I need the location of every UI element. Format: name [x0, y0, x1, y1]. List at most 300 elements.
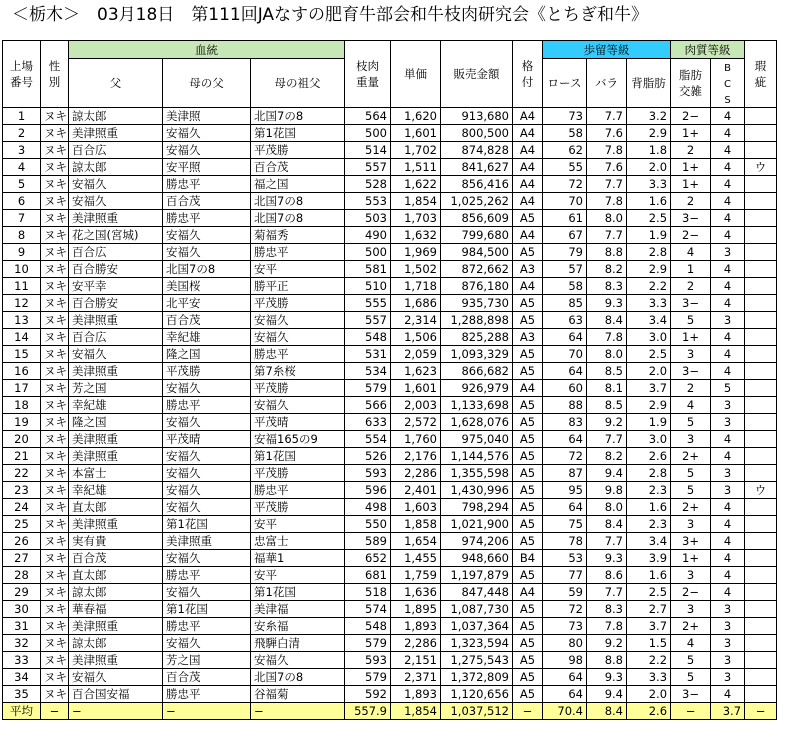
- loin-cell: 63: [543, 312, 587, 329]
- mothers-father-cell: 勝忠平: [163, 176, 251, 193]
- mothers-father-cell: 百合茂: [163, 193, 251, 210]
- bcs-cell: 4: [711, 448, 745, 465]
- marbling-cell: 5: [671, 482, 711, 499]
- carcass-weight-cell: 633: [345, 414, 391, 431]
- father-cell: 実有貴: [69, 533, 163, 550]
- father-cell: 百合茂: [69, 550, 163, 567]
- lot-number-cell: 6: [3, 193, 41, 210]
- results-body: [3, 108, 777, 703]
- unit-price-cell: 1,601: [391, 125, 441, 142]
- bcs-cell: 4: [711, 363, 745, 380]
- carcass-weight-cell: 518: [345, 584, 391, 601]
- unit-price-cell: 1,858: [391, 516, 441, 533]
- back-fat-cell: 2.5: [627, 584, 671, 601]
- sex-cell: ヌキ: [41, 108, 69, 125]
- grade-cell: A4: [513, 278, 543, 295]
- sex-cell: ヌキ: [41, 567, 69, 584]
- loin-cell: 58: [543, 125, 587, 142]
- lot-number-cell: 9: [3, 244, 41, 261]
- back-fat-cell: 2.7: [627, 601, 671, 618]
- lot-number-cell: 3: [3, 142, 41, 159]
- loin-cell: 80: [543, 635, 587, 652]
- bcs-cell: 4: [711, 686, 745, 703]
- mothers-father-cell: 安福久: [163, 244, 251, 261]
- rib-cell: 8.8: [587, 652, 627, 669]
- grade-cell: A5: [513, 414, 543, 431]
- loin-cell: 70: [543, 346, 587, 363]
- unit-price-cell: 2,059: [391, 346, 441, 363]
- loin-cell: 75: [543, 516, 587, 533]
- grade-cell: A5: [513, 210, 543, 227]
- bcs-cell: 4: [711, 431, 745, 448]
- father-cell: 美津照重: [69, 125, 163, 142]
- sex-cell: ヌキ: [41, 329, 69, 346]
- lot-number-cell: 16: [3, 363, 41, 380]
- mothers-grandfather-cell: 北国7の8: [251, 669, 345, 686]
- unit-price-cell: 1,895: [391, 601, 441, 618]
- lot-number-cell: 20: [3, 431, 41, 448]
- table-row: [3, 431, 777, 448]
- marbling-cell: 3+: [671, 533, 711, 550]
- table-row: [3, 295, 777, 312]
- average-father: −: [69, 703, 163, 720]
- mothers-father-cell: 勝忠平: [163, 567, 251, 584]
- mothers-father-cell: 勝忠平: [163, 618, 251, 635]
- sales-amount-cell: 874,828: [441, 142, 513, 159]
- lot-number-cell: 22: [3, 465, 41, 482]
- table-row: [3, 363, 777, 380]
- bcs-cell: 4: [711, 142, 745, 159]
- sales-amount-cell: 799,680: [441, 227, 513, 244]
- grade-cell: A4: [513, 227, 543, 244]
- header-lineage: 血統: [69, 41, 345, 59]
- sales-amount-cell: 1,628,076: [441, 414, 513, 431]
- mothers-father-cell: 安福久: [163, 465, 251, 482]
- sales-amount-cell: 984,500: [441, 244, 513, 261]
- sex-cell: ヌキ: [41, 652, 69, 669]
- carcass-weight-cell: 503: [345, 210, 391, 227]
- grade-cell: A5: [513, 363, 543, 380]
- back-fat-cell: 2.5: [627, 346, 671, 363]
- sex-cell: ヌキ: [41, 159, 69, 176]
- defect-cell: [745, 312, 777, 329]
- lot-number-cell: 33: [3, 652, 41, 669]
- mothers-father-cell: 第1花国: [163, 516, 251, 533]
- defect-cell: [745, 652, 777, 669]
- defect-cell: [745, 618, 777, 635]
- lot-number-cell: 17: [3, 380, 41, 397]
- rib-cell: 7.7: [587, 108, 627, 125]
- table-row: [3, 176, 777, 193]
- loin-cell: 58: [543, 278, 587, 295]
- table-row: [3, 346, 777, 363]
- loin-cell: 72: [543, 601, 587, 618]
- header-sex: 性 別: [41, 41, 69, 108]
- grade-cell: A5: [513, 516, 543, 533]
- unit-price-cell: 1,718: [391, 278, 441, 295]
- table-row: [3, 482, 777, 499]
- rib-cell: 9.3: [587, 669, 627, 686]
- lot-number-cell: 25: [3, 516, 41, 533]
- loin-cell: 87: [543, 465, 587, 482]
- loin-cell: 72: [543, 448, 587, 465]
- loin-cell: 55: [543, 159, 587, 176]
- loin-cell: 70: [543, 193, 587, 210]
- bcs-cell: 4: [711, 516, 745, 533]
- mothers-grandfather-cell: 勝忠平: [251, 482, 345, 499]
- back-fat-cell: 2.8: [627, 465, 671, 482]
- sex-cell: ヌキ: [41, 295, 69, 312]
- mothers-father-cell: 北平安: [163, 295, 251, 312]
- defect-cell: [745, 397, 777, 414]
- mothers-grandfather-cell: 第1花国: [251, 448, 345, 465]
- sex-cell: ヌキ: [41, 210, 69, 227]
- father-cell: 美津照重: [69, 652, 163, 669]
- grade-cell: B4: [513, 550, 543, 567]
- table-row: [3, 499, 777, 516]
- grade-cell: A3: [513, 261, 543, 278]
- mothers-father-cell: 平茂晴: [163, 431, 251, 448]
- header-carcass-weight: 枝肉 重量: [345, 41, 391, 108]
- marbling-cell: 5: [671, 669, 711, 686]
- unit-price-cell: 1,636: [391, 584, 441, 601]
- mothers-grandfather-cell: 勝平正: [251, 278, 345, 295]
- table-row: [3, 669, 777, 686]
- father-cell: 安福久: [69, 669, 163, 686]
- header-mothers-father: 母の父: [163, 59, 251, 108]
- page-title: ＜栃木＞ 03月18日 第111回JAなすの肥育牛部会和牛枝肉研究会《とちぎ和牛》: [12, 5, 649, 25]
- marbling-cell: 5: [671, 465, 711, 482]
- bcs-cell: 3: [711, 465, 745, 482]
- rib-cell: 8.3: [587, 278, 627, 295]
- grade-cell: A5: [513, 244, 543, 261]
- loin-cell: 64: [543, 669, 587, 686]
- mothers-grandfather-cell: 平茂勝: [251, 499, 345, 516]
- sex-cell: ヌキ: [41, 584, 69, 601]
- mothers-father-cell: 安福久: [163, 414, 251, 431]
- table-row: [3, 244, 777, 261]
- mothers-grandfather-cell: 安平: [251, 516, 345, 533]
- lot-number-cell: 5: [3, 176, 41, 193]
- bcs-cell: 3: [711, 669, 745, 686]
- marbling-cell: 4: [671, 397, 711, 414]
- father-cell: 美津照重: [69, 363, 163, 380]
- loin-cell: 72: [543, 176, 587, 193]
- mothers-grandfather-cell: 平茂勝: [251, 380, 345, 397]
- mothers-grandfather-cell: 安福久: [251, 329, 345, 346]
- father-cell: 本富士: [69, 465, 163, 482]
- sales-amount-cell: 975,040: [441, 431, 513, 448]
- table-row: [3, 159, 777, 176]
- lot-number-cell: 10: [3, 261, 41, 278]
- sex-cell: ヌキ: [41, 380, 69, 397]
- rib-cell: 9.4: [587, 686, 627, 703]
- loin-cell: 73: [543, 108, 587, 125]
- defect-cell: [745, 125, 777, 142]
- marbling-cell: 2+: [671, 448, 711, 465]
- back-fat-cell: 2.3: [627, 516, 671, 533]
- back-fat-cell: 1.5: [627, 635, 671, 652]
- defect-cell: [745, 414, 777, 431]
- rib-cell: 8.4: [587, 516, 627, 533]
- marbling-cell: 3−: [671, 295, 711, 312]
- grade-cell: A4: [513, 176, 543, 193]
- grade-cell: A5: [513, 397, 543, 414]
- grade-cell: A5: [513, 346, 543, 363]
- unit-price-cell: 1,632: [391, 227, 441, 244]
- carcass-weight-cell: 531: [345, 346, 391, 363]
- sex-cell: ヌキ: [41, 312, 69, 329]
- loin-cell: 73: [543, 618, 587, 635]
- sales-amount-cell: 1,430,996: [441, 482, 513, 499]
- table-row: [3, 227, 777, 244]
- rib-cell: 8.5: [587, 363, 627, 380]
- unit-price-cell: 2,371: [391, 669, 441, 686]
- loin-cell: 64: [543, 363, 587, 380]
- father-cell: 百合広: [69, 329, 163, 346]
- rib-cell: 7.8: [587, 142, 627, 159]
- unit-price-cell: 1,893: [391, 618, 441, 635]
- bcs-cell: 4: [711, 567, 745, 584]
- grade-cell: A4: [513, 584, 543, 601]
- back-fat-cell: 2.0: [627, 363, 671, 380]
- table-row: [3, 108, 777, 125]
- grade-cell: A4: [513, 380, 543, 397]
- defect-cell: [745, 227, 777, 244]
- defect-cell: [745, 686, 777, 703]
- carcass-weight-cell: 652: [345, 550, 391, 567]
- bcs-cell: 4: [711, 193, 745, 210]
- sex-cell: ヌキ: [41, 261, 69, 278]
- table-row: [3, 278, 777, 295]
- bcs-cell: 3: [711, 244, 745, 261]
- mothers-father-cell: 隆之国: [163, 346, 251, 363]
- carcass-weight-cell: 579: [345, 635, 391, 652]
- unit-price-cell: 1,603: [391, 499, 441, 516]
- father-cell: 直太郎: [69, 567, 163, 584]
- lot-number-cell: 24: [3, 499, 41, 516]
- defect-cell: [745, 380, 777, 397]
- header-yield-grade: 歩留等級: [543, 41, 671, 59]
- father-cell: 美津照重: [69, 448, 163, 465]
- header-marbling: 脂肪 交雑: [671, 59, 711, 108]
- mothers-father-cell: 安平照: [163, 159, 251, 176]
- sex-cell: ヌキ: [41, 227, 69, 244]
- sales-amount-cell: 1,288,898: [441, 312, 513, 329]
- mothers-grandfather-cell: 福之国: [251, 176, 345, 193]
- back-fat-cell: 3.3: [627, 295, 671, 312]
- sales-amount-cell: 866,682: [441, 363, 513, 380]
- defect-cell: [745, 210, 777, 227]
- unit-price-cell: 1,620: [391, 108, 441, 125]
- defect-cell: [745, 329, 777, 346]
- sex-cell: ヌキ: [41, 431, 69, 448]
- sales-amount-cell: 798,294: [441, 499, 513, 516]
- lot-number-cell: 13: [3, 312, 41, 329]
- loin-cell: 57: [543, 261, 587, 278]
- table-row: [3, 533, 777, 550]
- sex-cell: ヌキ: [41, 363, 69, 380]
- rib-cell: 7.7: [587, 533, 627, 550]
- unit-price-cell: 1,622: [391, 176, 441, 193]
- grade-cell: A5: [513, 686, 543, 703]
- rib-cell: 8.8: [587, 244, 627, 261]
- marbling-cell: 3−: [671, 210, 711, 227]
- mothers-father-cell: 百合茂: [163, 669, 251, 686]
- grade-cell: A5: [513, 465, 543, 482]
- mothers-grandfather-cell: 美津福: [251, 601, 345, 618]
- rib-cell: 7.7: [587, 176, 627, 193]
- loin-cell: 53: [543, 550, 587, 567]
- grade-cell: A5: [513, 567, 543, 584]
- carcass-weight-cell: 589: [345, 533, 391, 550]
- father-cell: 百合広: [69, 142, 163, 159]
- defect-cell: [745, 499, 777, 516]
- mothers-grandfather-cell: 飛騨白清: [251, 635, 345, 652]
- mothers-grandfather-cell: 北国7の8: [251, 210, 345, 227]
- sex-cell: ヌキ: [41, 533, 69, 550]
- unit-price-cell: 2,314: [391, 312, 441, 329]
- rib-cell: 7.8: [587, 193, 627, 210]
- father-cell: 安福久: [69, 193, 163, 210]
- unit-price-cell: 2,572: [391, 414, 441, 431]
- sales-amount-cell: 872,662: [441, 261, 513, 278]
- carcass-weight-cell: 566: [345, 397, 391, 414]
- table-row: [3, 142, 777, 159]
- sales-amount-cell: 841,627: [441, 159, 513, 176]
- defect-cell: [745, 108, 777, 125]
- lot-number-cell: 7: [3, 210, 41, 227]
- bcs-cell: 3: [711, 312, 745, 329]
- unit-price-cell: 1,511: [391, 159, 441, 176]
- rib-cell: 8.0: [587, 346, 627, 363]
- bcs-cell: 3: [711, 635, 745, 652]
- back-fat-cell: 3.7: [627, 618, 671, 635]
- bcs-cell: 3: [711, 482, 745, 499]
- loin-cell: 83: [543, 414, 587, 431]
- marbling-cell: 1+: [671, 125, 711, 142]
- carcass-weight-cell: 534: [345, 363, 391, 380]
- grade-cell: A4: [513, 193, 543, 210]
- sex-cell: ヌキ: [41, 618, 69, 635]
- sex-cell: ヌキ: [41, 244, 69, 261]
- unit-price-cell: 2,176: [391, 448, 441, 465]
- bcs-cell: 3: [711, 414, 745, 431]
- mothers-father-cell: 安福久: [163, 584, 251, 601]
- back-fat-cell: 2.3: [627, 482, 671, 499]
- loin-cell: 77: [543, 567, 587, 584]
- carcass-weight-cell: 498: [345, 499, 391, 516]
- defect-cell: [745, 346, 777, 363]
- rib-cell: 8.6: [587, 567, 627, 584]
- defect-cell: ウ: [745, 159, 777, 176]
- rib-cell: 9.4: [587, 465, 627, 482]
- unit-price-cell: 2,401: [391, 482, 441, 499]
- father-cell: 美津照重: [69, 516, 163, 533]
- sales-amount-cell: 1,133,698: [441, 397, 513, 414]
- mothers-grandfather-cell: 平茂勝: [251, 142, 345, 159]
- back-fat-cell: 1.8: [627, 142, 671, 159]
- sales-amount-cell: 1,372,809: [441, 669, 513, 686]
- grade-cell: A5: [513, 482, 543, 499]
- mothers-father-cell: 安福久: [163, 635, 251, 652]
- mothers-grandfather-cell: 第1花国: [251, 125, 345, 142]
- mothers-grandfather-cell: 安福久: [251, 312, 345, 329]
- mothers-grandfather-cell: 勝忠平: [251, 244, 345, 261]
- marbling-cell: 3: [671, 516, 711, 533]
- table-row: [3, 635, 777, 652]
- mothers-father-cell: 安福久: [163, 482, 251, 499]
- defect-cell: [745, 193, 777, 210]
- average-back-fat: 2.6: [627, 703, 671, 720]
- defect-cell: [745, 278, 777, 295]
- marbling-cell: 1+: [671, 159, 711, 176]
- rib-cell: 8.0: [587, 210, 627, 227]
- defect-cell: [745, 669, 777, 686]
- bcs-cell: 4: [711, 125, 745, 142]
- back-fat-cell: 3.0: [627, 431, 671, 448]
- average-sex: −: [41, 703, 69, 720]
- sex-cell: ヌキ: [41, 397, 69, 414]
- grade-cell: A5: [513, 312, 543, 329]
- grade-cell: A5: [513, 431, 543, 448]
- marbling-cell: 2: [671, 193, 711, 210]
- back-fat-cell: 2.0: [627, 686, 671, 703]
- lot-number-cell: 15: [3, 346, 41, 363]
- table-row: [3, 652, 777, 669]
- mothers-father-cell: 勝忠平: [163, 210, 251, 227]
- father-cell: 百合勝安: [69, 295, 163, 312]
- rib-cell: 9.3: [587, 550, 627, 567]
- header-bcs: B C S: [711, 59, 745, 108]
- marbling-cell: 2: [671, 380, 711, 397]
- unit-price-cell: 1,686: [391, 295, 441, 312]
- unit-price-cell: 1,759: [391, 567, 441, 584]
- carcass-weight-cell: 553: [345, 193, 391, 210]
- sex-cell: ヌキ: [41, 499, 69, 516]
- lot-number-cell: 23: [3, 482, 41, 499]
- marbling-cell: 3−: [671, 686, 711, 703]
- grade-cell: A4: [513, 159, 543, 176]
- mothers-father-cell: 芳之国: [163, 652, 251, 669]
- rib-cell: 7.7: [587, 431, 627, 448]
- sex-cell: ヌキ: [41, 176, 69, 193]
- sales-amount-cell: 876,180: [441, 278, 513, 295]
- mothers-father-cell: 安福久: [163, 499, 251, 516]
- bcs-cell: 4: [711, 176, 745, 193]
- marbling-cell: 3: [671, 346, 711, 363]
- mothers-father-cell: 安福久: [163, 380, 251, 397]
- rib-cell: 7.7: [587, 584, 627, 601]
- mothers-grandfather-cell: 第7糸桜: [251, 363, 345, 380]
- marbling-cell: 2: [671, 142, 711, 159]
- mothers-grandfather-cell: 百合茂: [251, 159, 345, 176]
- mothers-grandfather-cell: 忠富士: [251, 533, 345, 550]
- bcs-cell: 4: [711, 227, 745, 244]
- carcass-weight-cell: 554: [345, 431, 391, 448]
- bcs-cell: 4: [711, 533, 745, 550]
- father-cell: 百合国安福: [69, 686, 163, 703]
- carcass-weight-cell: 593: [345, 652, 391, 669]
- table-row: [3, 601, 777, 618]
- grade-cell: A5: [513, 669, 543, 686]
- loin-cell: 61: [543, 210, 587, 227]
- lot-number-cell: 21: [3, 448, 41, 465]
- grade-cell: A5: [513, 448, 543, 465]
- table-row: [3, 397, 777, 414]
- mothers-father-cell: 百合茂: [163, 312, 251, 329]
- average-marbling: −: [671, 703, 711, 720]
